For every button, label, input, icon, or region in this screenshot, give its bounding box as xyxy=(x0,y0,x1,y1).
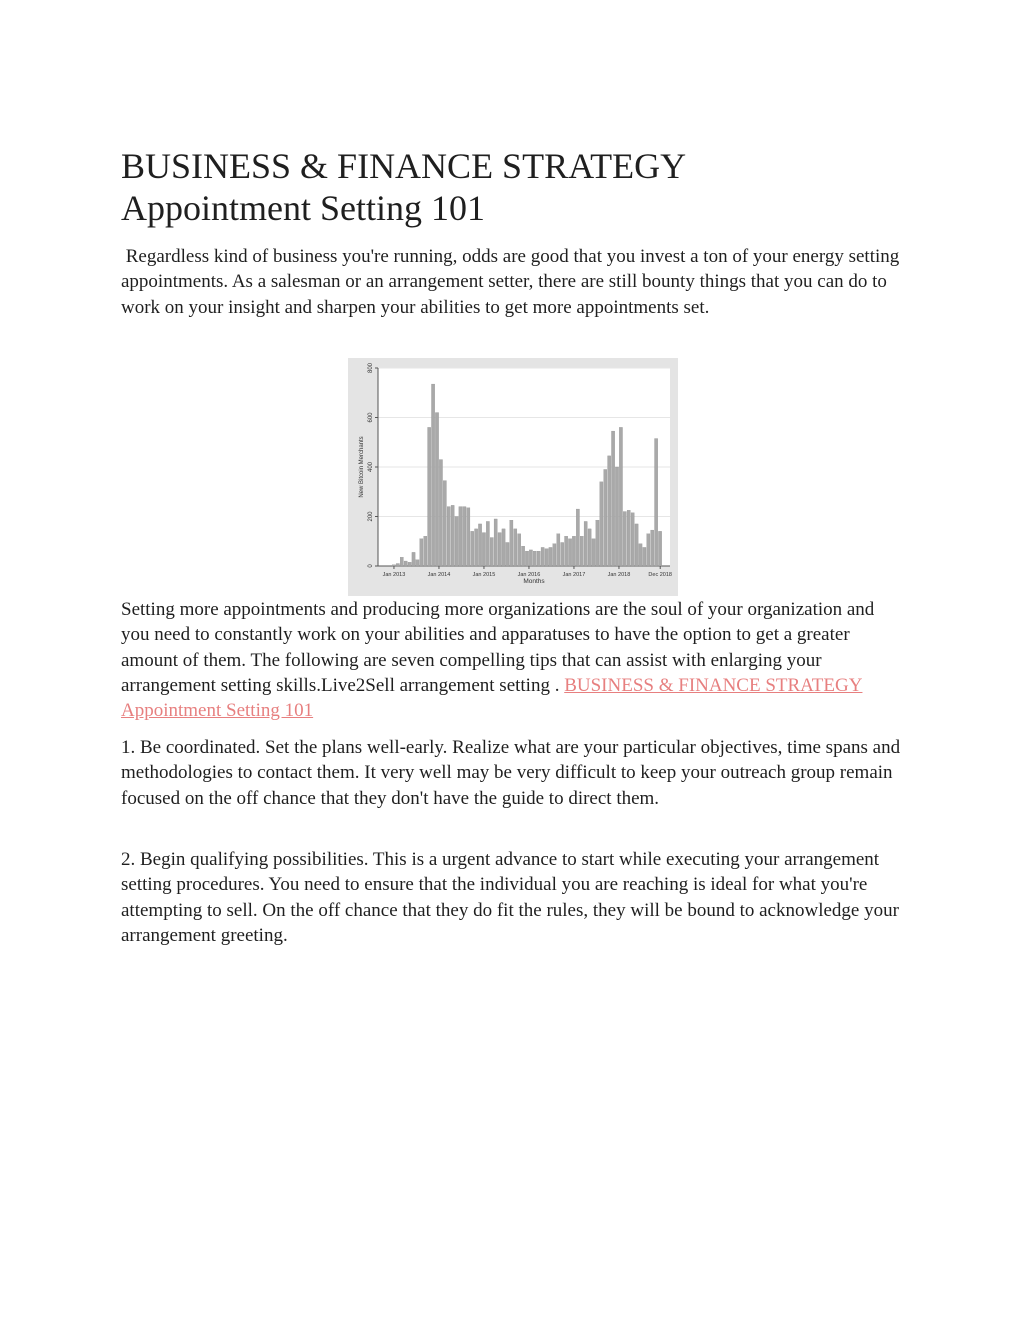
chart-bar xyxy=(557,534,560,566)
chart-bar xyxy=(655,439,658,566)
chart-bar xyxy=(518,534,521,566)
chart-bar xyxy=(396,564,399,566)
chart-bar xyxy=(392,565,395,566)
chart-bar xyxy=(447,507,450,566)
chart-bar xyxy=(576,509,579,566)
chart-bar xyxy=(490,538,493,566)
tip-2-paragraph: 2. Begin qualifying possibilities. This is a urgent advance to start while executing your arrangement setting procedures. You need to ensure that the individual you are reaching is ideal for what you're attempting to sell. On the off chance that they do fit the rules, they will be bound to acknowledge your arrangement greeting. xyxy=(121,849,899,946)
chart-bar xyxy=(623,512,626,566)
x-tick-label: Jan 2017 xyxy=(562,572,586,578)
paragraph-2-separator: . xyxy=(549,674,565,696)
chart-bar xyxy=(631,513,634,566)
chart-bar xyxy=(502,529,505,566)
chart-bar xyxy=(525,551,528,566)
chart-svg xyxy=(348,358,678,596)
chart-bar xyxy=(455,517,458,567)
chart-bar xyxy=(596,520,599,566)
chart-bar xyxy=(561,542,564,566)
chart-bar xyxy=(600,482,603,566)
paragraph-2-text: Setting more appointments and producing more organizations are the soul of your organization and you need to constantly work on your abilities and apparatuses to have the option to get a greater amount of them. The following are seven compelling tips that can assist with enlarging your arrangement setting skills.Live2Sell arrangement setting xyxy=(121,599,875,696)
bitcoin-merchants-chart xyxy=(348,358,678,596)
chart-bar xyxy=(482,533,485,566)
chart-bar xyxy=(467,508,470,566)
body-paragraph-2 xyxy=(121,597,901,723)
x-axis-label: Months xyxy=(523,578,545,585)
chart-bar xyxy=(635,524,638,566)
chart-bar xyxy=(549,547,552,566)
chart-bar xyxy=(647,534,650,566)
chart-bar xyxy=(639,544,642,566)
chart-bar xyxy=(572,536,575,566)
y-axis-label: New Bitcoin Merchants xyxy=(359,436,365,498)
chart-bar xyxy=(553,544,556,566)
x-tick-label: Jan 2014 xyxy=(427,572,451,578)
chart-bar xyxy=(459,507,462,566)
chart-bar xyxy=(494,519,497,566)
chart-bar xyxy=(615,467,618,566)
chart-bar xyxy=(439,460,442,566)
y-tick-label: 600 xyxy=(368,412,374,423)
chart-bar xyxy=(463,507,466,566)
y-tick-label: 400 xyxy=(368,461,374,473)
chart-bar xyxy=(431,384,434,566)
x-tick-label: Jan 2015 xyxy=(472,572,496,578)
chart-bar xyxy=(568,539,571,566)
chart-bar xyxy=(435,413,438,566)
chart-bar xyxy=(400,557,403,566)
chart-bar xyxy=(514,529,517,566)
chart-bar xyxy=(627,510,630,566)
chart-bar xyxy=(565,536,568,566)
chart-bar xyxy=(537,551,540,566)
chart-bar xyxy=(592,539,595,566)
chart-bar xyxy=(545,549,548,566)
x-tick-label: Jan 2018 xyxy=(607,572,631,578)
chart-bar xyxy=(643,547,646,566)
y-tick-label: 200 xyxy=(368,511,374,522)
chart-bar xyxy=(604,469,607,566)
chart-bar xyxy=(471,531,474,566)
chart-bar xyxy=(428,427,431,566)
chart-bar xyxy=(408,562,411,566)
chart-bar xyxy=(510,520,513,566)
chart-bar xyxy=(506,542,509,566)
chart-bar xyxy=(486,521,489,566)
x-tick-label: Jan 2016 xyxy=(517,572,541,578)
chart-bar xyxy=(608,456,611,566)
chart-bar xyxy=(611,431,614,566)
chart-bar xyxy=(498,533,501,566)
chart-bar xyxy=(619,427,622,566)
document-title xyxy=(121,145,901,229)
y-tick-label: 0 xyxy=(368,564,374,568)
chart-bar xyxy=(424,536,427,566)
chart-bar xyxy=(588,529,591,566)
chart-bar xyxy=(451,505,454,566)
title-line-2: Appointment Setting 101 xyxy=(121,188,485,228)
chart-bar xyxy=(533,551,536,566)
y-tick-label: 800 xyxy=(368,362,374,374)
article-title-link[interactable]: BUSINESS & FINANCE STRATEGY Appointment Setting 101 xyxy=(121,674,863,722)
x-tick-label: Jan 2013 xyxy=(382,572,406,578)
chart-bar xyxy=(475,529,478,566)
chart-bar xyxy=(478,524,481,566)
title-line-1: BUSINESS & FINANCE STRATEGY xyxy=(121,146,687,186)
tip-1-paragraph: 1. Be coordinated. Set the plans well-early. Realize what are your particular objectives, time spans and methodologies to contact them. It very well may be very difficult to keep your outreach group remain focused on the off chance that they don't have the guide to direct them. xyxy=(121,737,901,809)
chart-bar xyxy=(658,531,661,566)
chart-bar xyxy=(541,547,544,566)
intro-paragraph: Regardless kind of business you're running, odds are good that you invest a ton of your energy setting appointments. As a salesman or an arrangement setter, there are still bounty things that you can do to work on your insight and sharpen your abilities to get more appointments set. xyxy=(121,246,904,318)
x-tick-label: Dec 2018 xyxy=(648,572,672,578)
chart-bar xyxy=(443,481,446,566)
chart-bar xyxy=(412,552,415,566)
chart-bar xyxy=(420,539,423,566)
chart-bar xyxy=(651,530,654,566)
chart-bar xyxy=(580,536,583,566)
chart-bar xyxy=(416,560,419,566)
chart-bar xyxy=(521,546,524,566)
chart-bar xyxy=(529,550,532,566)
chart-bar xyxy=(404,561,407,566)
chart-bar xyxy=(584,521,587,566)
